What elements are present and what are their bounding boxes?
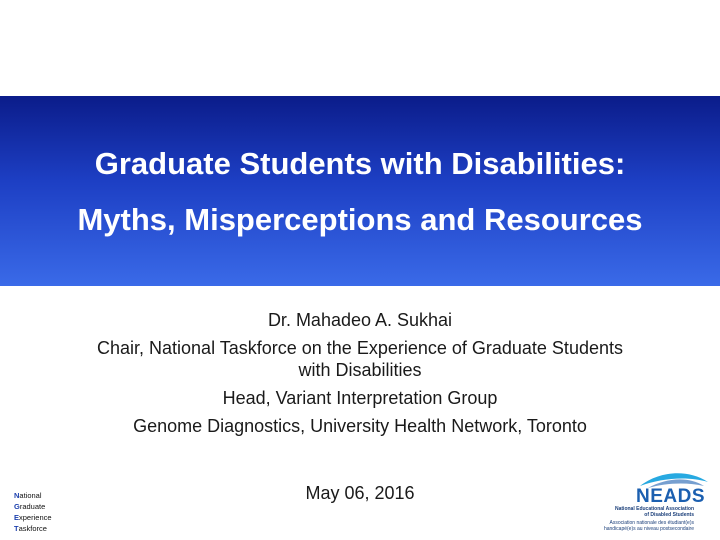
neads-french-subtitle: Association nationale des étudiant(e)s handicapé(e)s au niveau postsecondaire xyxy=(603,520,694,532)
ngex-acronym xyxy=(14,490,52,534)
acronym-row: National xyxy=(14,491,42,500)
title-line-1: Graduate Students with Disabilities: xyxy=(94,146,626,181)
neads-logo xyxy=(598,470,714,536)
presentation-date: May 06, 2016 xyxy=(305,483,415,503)
acronym-row: Graduate xyxy=(14,502,46,511)
acronym-row: Taskforce xyxy=(14,524,47,533)
slide-title xyxy=(0,136,720,248)
neads-subtitle: National Educational Association of Disabled Students xyxy=(615,506,694,518)
title-line-2: Myths, Misperceptions and Resources xyxy=(77,202,643,237)
presenter-name: Dr. Mahadeo A. Sukhai xyxy=(267,310,453,330)
organization-line: Genome Diagnostics, University Health Network, Toronto xyxy=(133,416,587,436)
neads-wordmark: NEADS xyxy=(636,486,706,507)
head-line: Head, Variant Interpretation Group xyxy=(222,388,498,408)
presenter-details xyxy=(0,309,720,443)
acronym-row: Experience xyxy=(14,513,52,522)
chair-line-1: Chair, National Taskforce on the Experience of Graduate Students xyxy=(97,338,623,358)
chair-line-2: with Disabilities xyxy=(298,360,422,380)
